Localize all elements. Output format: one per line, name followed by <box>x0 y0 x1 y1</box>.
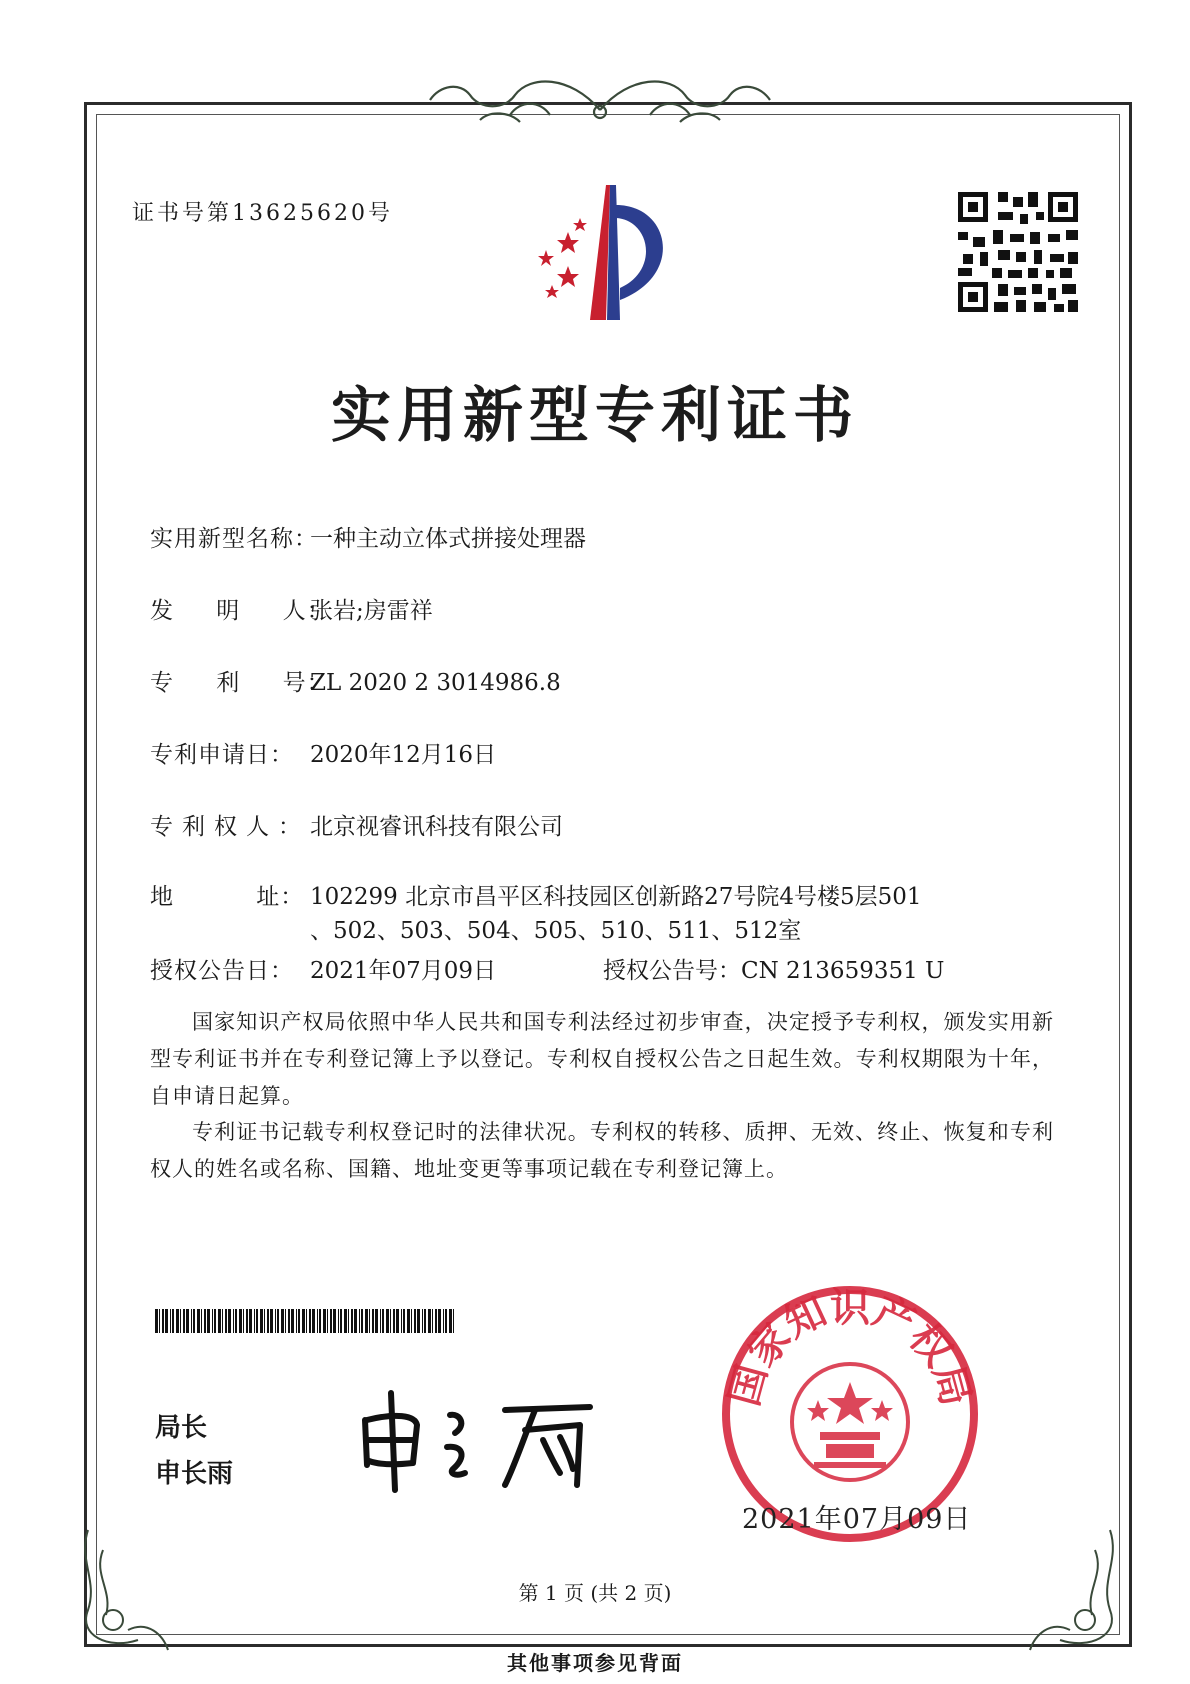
field-value: ZL 2020 2 3014986.8 <box>310 670 561 696</box>
field-address-line2: 、502、503、504、505、510、511、512室 <box>310 918 802 944</box>
field-label: 实用新型名称： <box>150 526 318 552</box>
field-label: 专 利 号： <box>150 670 331 696</box>
seal-text: 国家知识产权局 <box>721 1284 979 1411</box>
field-inventor <box>150 592 433 625</box>
field-label: 地 址： <box>150 884 305 910</box>
footer-note: 其他事项参见背面 <box>507 1651 683 1675</box>
certificate-title: 实用新型专利证书 <box>331 381 859 451</box>
field-value: 102299 北京市昌平区科技园区创新路27号院4号楼5层501 <box>310 884 922 910</box>
field-value: 一种主动立体式拼接处理器 <box>310 526 586 552</box>
qr-code-icon <box>958 192 1078 312</box>
director-name: 申长雨 <box>155 1459 234 1489</box>
field-application-date <box>150 736 496 769</box>
field-label: 专利权人： <box>150 814 310 840</box>
field-value: 北京视睿讯科技有限公司 <box>310 814 563 840</box>
field-publication-number <box>603 952 944 985</box>
field-label: 专利申请日： <box>150 742 294 768</box>
director-block <box>155 1405 233 1497</box>
field-value: CN 213659351 U <box>741 958 945 984</box>
body-paragraph-2: 专利证书记载专利权登记时的法律状况。专利权的转移、质押、无效、终止、恢复和专利权人的姓名或名称、国籍、地址变更等事项记载在专利登记簿上。 <box>150 1120 1054 1181</box>
field-patent-holder <box>150 808 563 841</box>
barcode-icon <box>155 1309 458 1333</box>
field-value: 2021年07月09日 <box>310 958 497 984</box>
certificate-number: 证书号第13625620号 <box>132 201 393 226</box>
body-paragraph-1: 国家知识产权局依照中华人民共和国专利法经过初步审查，决定授予专利权，颁发实用新型专利证书并在专利登记簿上予以登记。专利权自授权公告之日起生效。专利权期限为十年，自申请日起算。 <box>150 1010 1054 1108</box>
field-value: 2020年12月16日 <box>310 742 497 768</box>
field-label: 授权公告号： <box>603 958 741 984</box>
handwritten-signature-icon <box>355 1385 605 1495</box>
field-address <box>150 878 922 911</box>
director-title: 局长 <box>155 1413 208 1443</box>
field-utility-model-name <box>150 520 586 553</box>
field-publication-date <box>150 952 496 985</box>
cnipa-logo-icon <box>510 180 690 330</box>
field-label: 发 明 人： <box>150 598 331 624</box>
seal-date: 2021年07月09日 <box>742 1504 972 1535</box>
field-label: 授权公告日： <box>150 958 294 984</box>
top-ornament-icon <box>420 70 780 130</box>
field-value: 张岩;房雷祥 <box>310 598 433 624</box>
field-patent-number <box>150 664 561 697</box>
page-number: 第 1 页 (共 2 页) <box>518 1581 672 1605</box>
